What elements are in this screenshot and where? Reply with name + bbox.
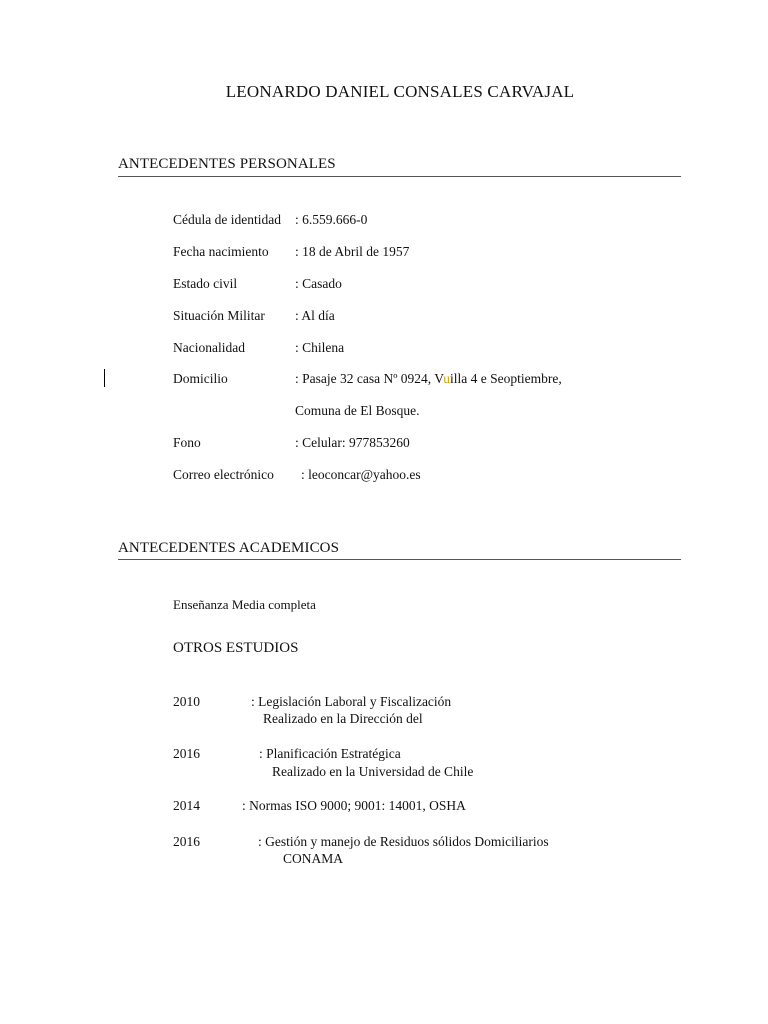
personal-row [173,212,281,228]
section-heading-personal: ANTECEDENTES PERSONALES [118,156,336,172]
field-value [295,371,562,387]
field-label: Domicilio [173,371,228,386]
study-detail: CONAMA [283,851,344,866]
field-value: : 18 de Abril de 1957 [295,244,410,259]
address-part: : Pasaje 32 casa Nº 0924, V [295,371,444,386]
study-year: 2016 [173,834,200,849]
study-title: : Normas ISO 9000; 9001: 14001, OSHA [242,798,466,813]
study-detail: Realizado en la Dirección del [263,711,423,726]
study-title: : Legislación Laboral y Fiscalización [251,694,452,709]
study-title: : Gestión y manejo de Residuos sólidos Domiciliarios [258,834,549,849]
field-value: : Al día [295,308,335,323]
document-title: LEONARDO DANIEL CONSALES CARVAJAL [225,82,575,101]
field-value: : Chilena [295,340,345,355]
study-year: 2010 [173,694,200,709]
section-divider [118,176,681,177]
field-label: Nacionalidad [173,340,245,355]
study-detail: Realizado en la Universidad de Chile [272,764,474,779]
field-label: Estado civil [173,276,238,291]
field-value: : Celular: 977853260 [295,435,410,450]
field-label: Cédula de identidad [173,212,281,227]
field-label: Correo electrónico [173,467,274,482]
study-title: : Planificación Estratégica [259,746,401,761]
study-year: 2016 [173,746,200,761]
section-heading-academic: ANTECEDENTES ACADEMICOS [118,540,340,556]
section-divider [118,559,681,560]
field-value: : Casado [295,276,342,291]
revision-mark: u [443,371,450,386]
education-level: Enseñanza Media completa [173,597,316,612]
address-part: illa 4 e Seoptiembre, [449,371,562,386]
field-label: Fecha nacimiento [173,244,269,259]
other-studies-heading: OTROS ESTUDIOS [173,640,299,656]
field-label: Situación Militar [173,308,265,323]
field-value: : leoconcar@yahoo.es [301,467,421,482]
study-year: 2014 [173,798,200,813]
field-value-continuation: Comuna de El Bosque. [295,403,420,418]
field-label: Fono [173,435,201,450]
text-cursor [104,369,105,387]
field-value: : 6.559.666-0 [295,212,368,227]
